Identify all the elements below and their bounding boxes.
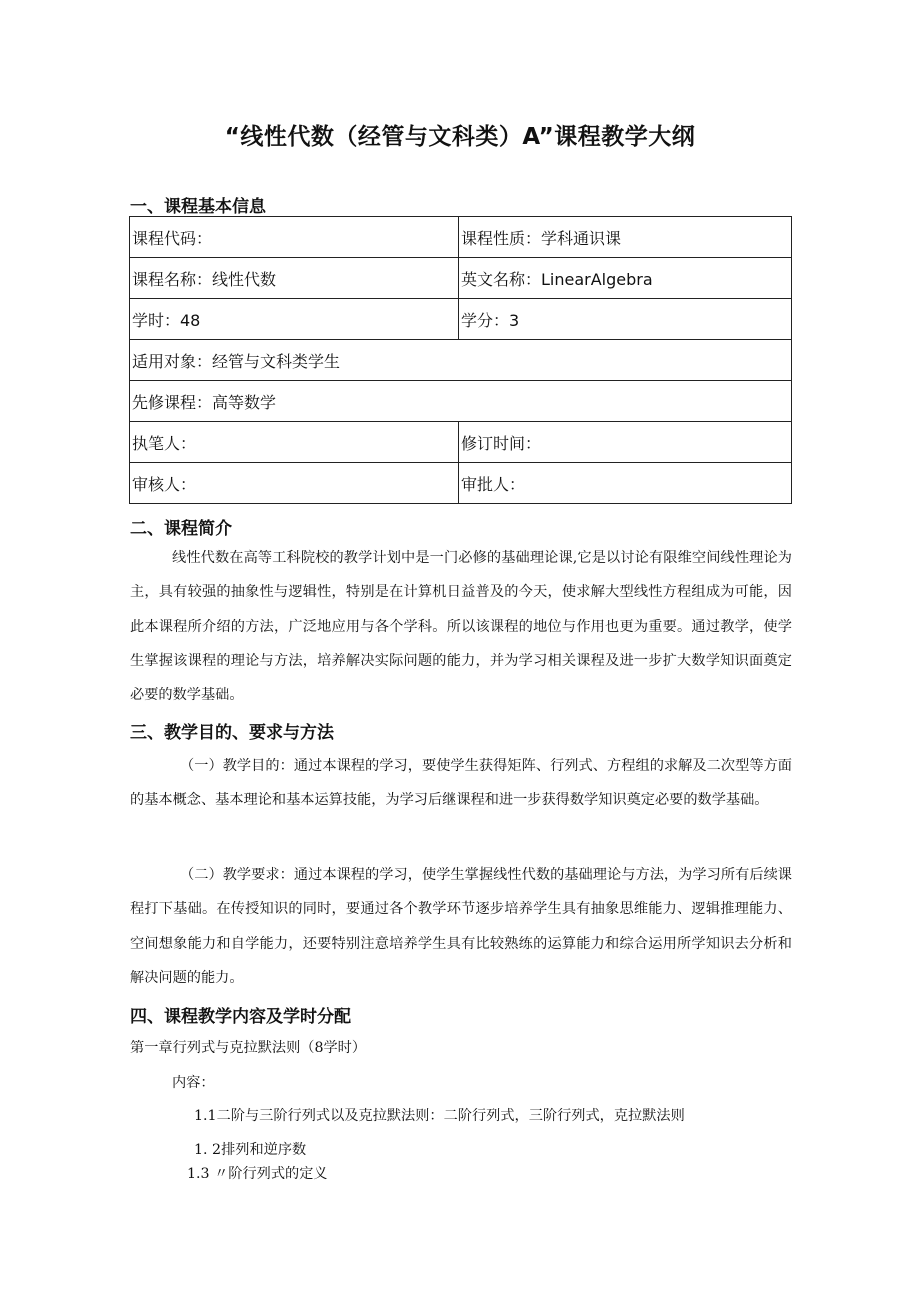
course-code-cell: 课程代码：	[130, 217, 459, 258]
document-title: “线性代数（经管与文科类）A”课程教学大纲	[224, 124, 696, 150]
section-heading-content: 四、课程教学内容及学时分配	[130, 1007, 351, 1027]
table-row	[130, 299, 792, 340]
approver-cell: 审批人：	[459, 463, 792, 504]
course-hours-cell: 学时：48	[130, 299, 459, 340]
audience-cell: 适用对象：经管与文科类学生	[130, 340, 792, 381]
teaching-requirement-paragraph: （二）教学要求：通过本课程的学习，使学生掌握线性代数的基础理论与方法，为学习所有后续课程打下基础。在传授知识的同时，要通过各个教学环节逐步培养学生具有抽象思维能力、逻辑推理能力、空间想象能力和自学能力，还要特别注意培养学生具有比较熟练的运算能力和综合运用所学知识去分析和解决问题的能力。	[130, 867, 792, 986]
table-row	[130, 463, 792, 504]
course-credits-cell: 学分：3	[459, 299, 792, 340]
revision-time-cell: 修订时间：	[459, 422, 792, 463]
english-name-cell: 英文名称：LinearAlgebra	[459, 258, 792, 299]
list-item: 1.1二阶与三阶行列式以及克拉默法则：二阶行列式，三阶行列式，克拉默法则	[194, 1108, 685, 1124]
list-item: 1. 2排列和逆序数	[194, 1142, 307, 1158]
section-heading-purpose: 三、教学目的、要求与方法	[130, 723, 334, 743]
list-item: 1.3 〃阶行列式的定义	[187, 1166, 328, 1182]
section-heading-basic-info: 一、课程基本信息	[130, 197, 266, 217]
table-row	[130, 217, 792, 258]
chapter-heading: 第一章行列式与克拉默法则（8学时）	[130, 1040, 367, 1056]
table-row	[130, 258, 792, 299]
course-intro-paragraph: 线性代数在高等工科院校的教学计划中是一门必修的基础理论课,它是以讨论有限维空间线性理论为主，具有较强的抽象性与逻辑性，特别是在计算机日益普及的今天，使求解大型线性方程组成为可能，因此本课程所介绍的方法，广泛地应用与各个学科。所以该课程的地位与作用也更为重要。通过教学，使学生掌握该课程的理论与方法，培养解决实际问题的能力，并为学习相关课程及进一步扩大数学知识面奠定必要的数学基础。	[130, 550, 792, 704]
content-label: 内容：	[172, 1075, 215, 1091]
teaching-purpose-paragraph: （一）教学目的：通过本课程的学习，要使学生获得矩阵、行列式、方程组的求解及二次型等方面的基本概念、基本理论和基本运算技能，为学习后继课程和进一步获得数学知识奠定必要的数学基础。	[130, 758, 792, 809]
section-heading-intro: 二、课程简介	[130, 519, 232, 539]
course-nature-cell: 课程性质：学科通识课	[459, 217, 792, 258]
table-row	[130, 381, 792, 422]
prerequisite-cell: 先修课程：高等数学	[130, 381, 792, 422]
reviewer-cell: 审核人：	[130, 463, 459, 504]
course-name-cell: 课程名称：线性代数	[130, 258, 459, 299]
table-row	[130, 422, 792, 463]
table-row	[130, 340, 792, 381]
author-cell: 执笔人：	[130, 422, 459, 463]
course-info-table	[129, 216, 792, 504]
